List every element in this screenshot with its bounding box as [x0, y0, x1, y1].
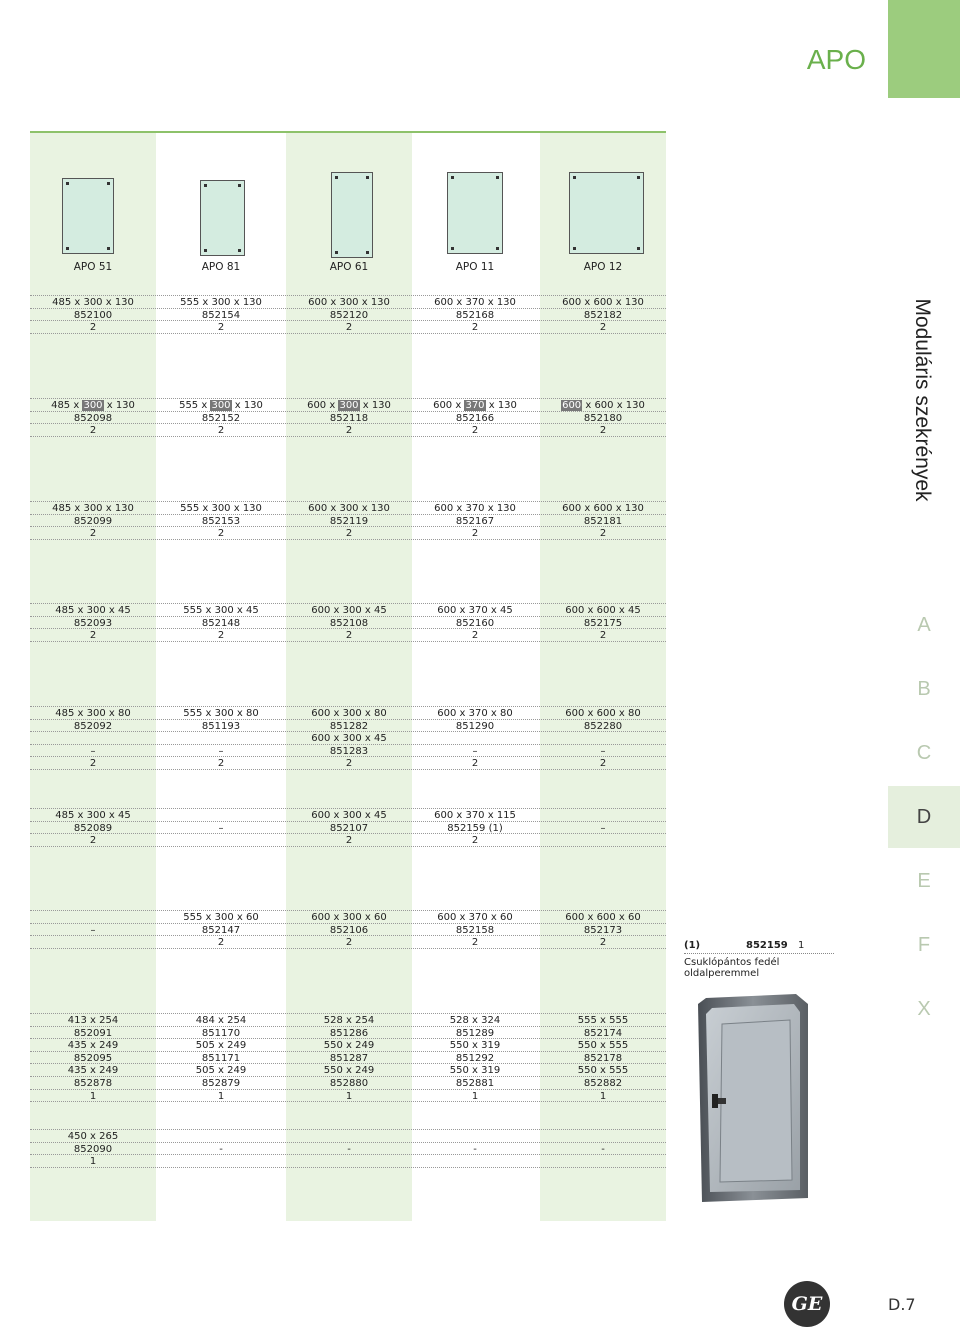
- cell-line: 600 x 370 x 80: [437, 708, 513, 719]
- cell-line: [412, 1131, 538, 1144]
- cell-line: 2: [89, 322, 97, 334]
- screw-hole-icon: [366, 251, 369, 254]
- cell-line: [158, 1156, 284, 1169]
- row-divider: [30, 1129, 666, 1130]
- row-divider: [30, 1013, 666, 1014]
- table-cell: [30, 912, 156, 950]
- cell-line: 852166: [455, 412, 495, 424]
- cell-line: 435 x 249: [67, 1040, 119, 1052]
- cell-line: 2: [89, 835, 97, 847]
- cell-line: 2: [345, 425, 353, 437]
- cell-line: 2: [599, 322, 607, 334]
- cell-line: 852100: [73, 309, 113, 321]
- cell-line: 600 x 300 x 45: [311, 810, 387, 821]
- cell-line: 555 x 300 x 80: [183, 708, 259, 719]
- cell-line: 2: [599, 630, 607, 642]
- table-cell: [286, 605, 412, 643]
- cell-line: 852880: [329, 1077, 369, 1089]
- cell-line: [286, 1131, 412, 1144]
- row-divider: [30, 808, 666, 809]
- screw-hole-icon: [496, 176, 499, 179]
- table-cell: [158, 503, 284, 541]
- mounting-plate-drawing: [200, 180, 245, 256]
- section-tab-x[interactable]: X: [917, 997, 931, 1020]
- cell-line: 484 x 254: [195, 1015, 247, 1026]
- section-tab-b[interactable]: B: [917, 677, 931, 700]
- cell-line: 600 x 300 x 45: [311, 733, 387, 745]
- cell-line: 2: [345, 528, 353, 540]
- table-cell: [30, 1131, 156, 1169]
- cell-line: 2: [471, 937, 479, 949]
- screw-hole-icon: [637, 247, 640, 250]
- cell-line: 1: [89, 1156, 97, 1168]
- cell-line: 600 x 600 x 130: [562, 503, 644, 514]
- mounting-plate-drawing: [447, 172, 503, 254]
- cell-line: 2: [345, 630, 353, 642]
- cell-line: 600 x 300 x 80: [311, 708, 387, 719]
- model-name: APO 51: [73, 261, 113, 273]
- cell-line: [30, 937, 156, 950]
- cell-line: 600 x 300 x 45: [311, 605, 387, 616]
- cell-line: 852167: [455, 515, 495, 527]
- table-cell: [286, 912, 412, 950]
- cell-line: 600 x 600 x 60: [565, 912, 641, 923]
- table-cell: [158, 810, 284, 848]
- section-tab-f[interactable]: F: [917, 933, 931, 956]
- cell-line: 852882: [583, 1077, 623, 1089]
- cell-line: 600 x 300 x 130: [307, 400, 391, 411]
- cell-line: [540, 1156, 666, 1169]
- table-cell: [412, 605, 538, 643]
- cell-line: 852092: [73, 720, 113, 732]
- cell-line: 1: [89, 1090, 97, 1102]
- cell-line: 2: [345, 835, 353, 847]
- cell-line: -: [473, 1143, 477, 1155]
- cell-line: 852181: [583, 515, 623, 527]
- screw-hole-icon: [366, 176, 369, 179]
- section-tab-e[interactable]: E: [917, 869, 931, 892]
- table-cell: [158, 708, 284, 771]
- screw-hole-icon: [451, 247, 454, 250]
- cell-line: [158, 810, 284, 823]
- cell-line: 852089: [73, 822, 113, 834]
- cell-line: 852280: [583, 720, 623, 732]
- cell-line: 1: [599, 1090, 607, 1102]
- cell-line: 2: [471, 758, 479, 770]
- table-cell: [158, 1131, 284, 1169]
- cell-line: –: [600, 745, 606, 757]
- footnote-mark: (1): [684, 940, 701, 951]
- cell-line: 550 x 249: [323, 1040, 375, 1052]
- table-cell: [540, 297, 666, 335]
- row-divider: [30, 501, 666, 502]
- cell-line: 852881: [455, 1077, 495, 1089]
- cell-line: 852098: [73, 412, 113, 424]
- cell-line: 2: [345, 758, 353, 770]
- model-name: APO 61: [329, 261, 369, 273]
- table-cell: [30, 503, 156, 541]
- cell-line: 550 x 249: [323, 1065, 375, 1077]
- cell-line: 852175: [583, 617, 623, 629]
- cell-line: 1: [217, 1090, 225, 1102]
- cell-line: 852152: [201, 412, 241, 424]
- cell-line: -: [347, 1143, 351, 1155]
- section-tab-c[interactable]: C: [916, 741, 932, 764]
- cell-line: 852180: [583, 412, 623, 424]
- cell-line: 852174: [583, 1027, 623, 1039]
- model-name: APO 11: [455, 261, 495, 273]
- cell-line: 851286: [329, 1027, 369, 1039]
- cell-line: 851290: [455, 720, 495, 732]
- screw-hole-icon: [204, 249, 207, 252]
- cell-line: 550 x 555: [577, 1040, 629, 1052]
- cell-line: 851170: [201, 1027, 241, 1039]
- table-cell: [286, 297, 412, 335]
- table-cell: [540, 1015, 666, 1103]
- table-cell: [412, 297, 538, 335]
- footnote-code: 852159: [746, 940, 788, 951]
- cell-line: 600 x 600 x 80: [565, 708, 641, 719]
- table-cell: [540, 912, 666, 950]
- cell-line: 600 x 370 x 130: [434, 297, 516, 308]
- cell-line: 550 x 319: [449, 1040, 501, 1052]
- cell-line: 2: [599, 758, 607, 770]
- cell-line: –: [90, 924, 96, 936]
- cell-line: 555 x 300 x 130: [180, 297, 262, 308]
- cell-line: 852168: [455, 309, 495, 321]
- cell-line: 852160: [455, 617, 495, 629]
- table-cell: [412, 400, 538, 438]
- table-cell: [30, 400, 156, 438]
- mounting-plate-drawing: [569, 172, 644, 254]
- cell-line: [30, 733, 156, 746]
- cell-line: 485 x 300 x 80: [55, 708, 131, 719]
- cell-line: 555 x 300 x 60: [183, 912, 259, 923]
- footnote-text: Csuklópántos fedél oldalperemmel: [684, 957, 780, 979]
- cell-line: 851283: [329, 745, 369, 757]
- cell-line: 505 x 249: [195, 1040, 247, 1052]
- row-divider: [30, 295, 666, 296]
- table-cell: [286, 503, 412, 541]
- model-name: APO 12: [583, 261, 623, 273]
- cell-line: 2: [599, 528, 607, 540]
- section-tab-d[interactable]: D: [888, 786, 960, 848]
- cell-line: 851171: [201, 1052, 241, 1064]
- table-cell: [286, 1131, 412, 1169]
- cell-line: 852099: [73, 515, 113, 527]
- cell-line: 2: [471, 425, 479, 437]
- cell-line: 851292: [455, 1052, 495, 1064]
- cell-line: 2: [345, 322, 353, 334]
- footnote-qty: 1: [798, 940, 805, 951]
- screw-hole-icon: [107, 182, 110, 185]
- page-number: D.7: [888, 1295, 916, 1314]
- top-accent-band: [888, 0, 960, 98]
- cell-line: 435 x 249: [67, 1065, 119, 1077]
- cell-line: 2: [217, 630, 225, 642]
- cell-line: 2: [471, 835, 479, 847]
- cell-line: 600 x 370 x 60: [437, 912, 513, 923]
- cell-line: 2: [599, 937, 607, 949]
- cell-line: 600 x 600 x 130: [562, 297, 644, 308]
- cell-line: 852879: [201, 1077, 241, 1089]
- row-divider: [30, 910, 666, 911]
- cell-line: [540, 835, 666, 848]
- mounting-plate-drawing: [62, 178, 114, 254]
- table-cell: [412, 810, 538, 848]
- cell-line: 851289: [455, 1027, 495, 1039]
- row-divider: [30, 398, 666, 399]
- table-cell: [412, 1015, 538, 1103]
- table-cell: [540, 708, 666, 771]
- cell-line: [540, 1131, 666, 1144]
- cell-line: [540, 810, 666, 823]
- row-divider: [30, 706, 666, 707]
- cell-line: 852154: [201, 309, 241, 321]
- cell-line: [540, 733, 666, 746]
- screw-hole-icon: [496, 247, 499, 250]
- cell-line: 505 x 249: [195, 1065, 247, 1077]
- cell-line: [158, 835, 284, 848]
- cell-line: 555 x 300 x 130: [180, 503, 262, 514]
- cell-line: [158, 733, 284, 746]
- cell-line: 852178: [583, 1052, 623, 1064]
- cell-line: 851287: [329, 1052, 369, 1064]
- cell-line: –: [218, 822, 224, 834]
- screw-hole-icon: [238, 249, 241, 252]
- cell-line: 852106: [329, 924, 369, 936]
- cell-line: [412, 1156, 538, 1169]
- cell-line: 852158: [455, 924, 495, 936]
- cell-line: 1: [471, 1090, 479, 1102]
- cell-line: 528 x 324: [449, 1015, 501, 1026]
- table-cell: [158, 400, 284, 438]
- table-cell: [540, 503, 666, 541]
- table-cell: [30, 708, 156, 771]
- screw-hole-icon: [335, 176, 338, 179]
- cell-line: 600 x 600 x 130: [562, 400, 645, 411]
- cell-line: 413 x 254: [67, 1015, 119, 1026]
- cell-line: 485 x 300 x 45: [55, 605, 131, 616]
- table-cell: [158, 605, 284, 643]
- screw-hole-icon: [204, 184, 207, 187]
- cell-line: 2: [89, 630, 97, 642]
- cell-line: –: [90, 745, 96, 757]
- cell-line: 600 x 300 x 130: [308, 503, 390, 514]
- cell-line: 2: [599, 425, 607, 437]
- table-cell: [412, 708, 538, 771]
- cell-line: 852093: [73, 617, 113, 629]
- table-cell: [30, 1015, 156, 1103]
- screw-hole-icon: [573, 176, 576, 179]
- table-cell: [412, 1131, 538, 1169]
- cell-line: 450 x 265: [67, 1131, 119, 1142]
- screw-hole-icon: [451, 176, 454, 179]
- cell-line: 852120: [329, 309, 369, 321]
- cell-line: 2: [345, 937, 353, 949]
- page-title: APO: [806, 44, 866, 75]
- screw-hole-icon: [573, 247, 576, 250]
- table-cell: [540, 605, 666, 643]
- cell-line: -: [219, 1143, 223, 1155]
- cell-line: 600 x 300 x 60: [311, 912, 387, 923]
- screw-hole-icon: [238, 184, 241, 187]
- cell-line: 600 x 600 x 45: [565, 605, 641, 616]
- cell-line: 485 x 300 x 130: [51, 400, 135, 411]
- cell-line: 1: [345, 1090, 353, 1102]
- cell-line: 600 x 370 x 45: [437, 605, 513, 616]
- cell-line: 851282: [329, 720, 369, 732]
- section-title: Moduláris szekrények: [911, 298, 934, 502]
- table-cell: [412, 912, 538, 950]
- mounting-plate-drawing: [331, 172, 373, 258]
- cell-line: 555 x 555: [577, 1015, 629, 1026]
- table-cell: [412, 503, 538, 541]
- cell-line: 852090: [73, 1143, 113, 1155]
- cell-line: 550 x 319: [449, 1065, 501, 1077]
- cell-line: 852153: [201, 515, 241, 527]
- table-cell: [540, 400, 666, 438]
- table-cell: [540, 810, 666, 848]
- cell-line: 852108: [329, 617, 369, 629]
- table-cell: [286, 810, 412, 848]
- cell-line: 852118: [329, 412, 369, 424]
- cell-line: 2: [471, 528, 479, 540]
- screw-hole-icon: [66, 182, 69, 185]
- cell-line: 2: [471, 322, 479, 334]
- cell-line: 2: [217, 937, 225, 949]
- table-cell: [158, 912, 284, 950]
- cell-line: 2: [217, 322, 225, 334]
- cell-line: 852147: [201, 924, 241, 936]
- cell-line: 485 x 300 x 45: [55, 810, 131, 821]
- table-cell: [286, 708, 412, 771]
- screw-hole-icon: [107, 247, 110, 250]
- table-cell: [286, 1015, 412, 1103]
- enclosure-photo: [696, 994, 810, 1202]
- cell-line: 600 x 370 x 130: [433, 400, 517, 411]
- screw-hole-icon: [335, 251, 338, 254]
- cell-line: 528 x 254: [323, 1015, 375, 1026]
- row-divider: [30, 603, 666, 604]
- cell-line: 600 x 370 x 130: [434, 503, 516, 514]
- table-cell: [30, 810, 156, 848]
- table-cell: [30, 605, 156, 643]
- cell-line: 555 x 300 x 130: [179, 400, 263, 411]
- cell-line: [286, 1156, 412, 1169]
- cell-line: –: [218, 745, 224, 757]
- cell-line: 851193: [201, 720, 241, 732]
- model-name: APO 81: [201, 261, 241, 273]
- table-cell: [30, 297, 156, 335]
- cell-line: 2: [89, 758, 97, 770]
- cell-line: 2: [89, 425, 97, 437]
- footnote: [684, 940, 834, 979]
- cell-line: 485 x 300 x 130: [52, 297, 134, 308]
- cell-line: 2: [217, 758, 225, 770]
- cell-line: 2: [89, 528, 97, 540]
- cell-line: 600 x 370 x 115: [434, 810, 516, 821]
- table-cell: [540, 1131, 666, 1169]
- cell-line: [412, 733, 538, 746]
- table-cell: [286, 400, 412, 438]
- ge-logo: GE: [784, 1281, 830, 1327]
- cell-line: –: [600, 822, 606, 834]
- cell-line: 852091: [73, 1027, 113, 1039]
- cell-line: 555 x 300 x 45: [183, 605, 259, 616]
- cell-line: 852148: [201, 617, 241, 629]
- cell-line: 852159 (1): [447, 822, 503, 834]
- section-tab-a[interactable]: A: [917, 613, 931, 636]
- cell-line: 2: [217, 528, 225, 540]
- cell-line: 550 x 555: [577, 1065, 629, 1077]
- cell-line: –: [472, 745, 478, 757]
- cell-line: [158, 1131, 284, 1144]
- cell-line: -: [601, 1143, 605, 1155]
- table-cell: [158, 1015, 284, 1103]
- cell-line: 852095: [73, 1052, 113, 1064]
- cell-line: 852119: [329, 515, 369, 527]
- screw-hole-icon: [66, 247, 69, 250]
- cell-line: [30, 912, 156, 925]
- screw-hole-icon: [637, 176, 640, 179]
- table-cell: [158, 297, 284, 335]
- cell-line: 485 x 300 x 130: [52, 503, 134, 514]
- cell-line: 852182: [583, 309, 623, 321]
- cell-line: 2: [217, 425, 225, 437]
- cell-line: 600 x 300 x 130: [308, 297, 390, 308]
- cell-line: 2: [471, 630, 479, 642]
- cell-line: 852107: [329, 822, 369, 834]
- cell-line: 852878: [73, 1077, 113, 1089]
- cell-line: 852173: [583, 924, 623, 936]
